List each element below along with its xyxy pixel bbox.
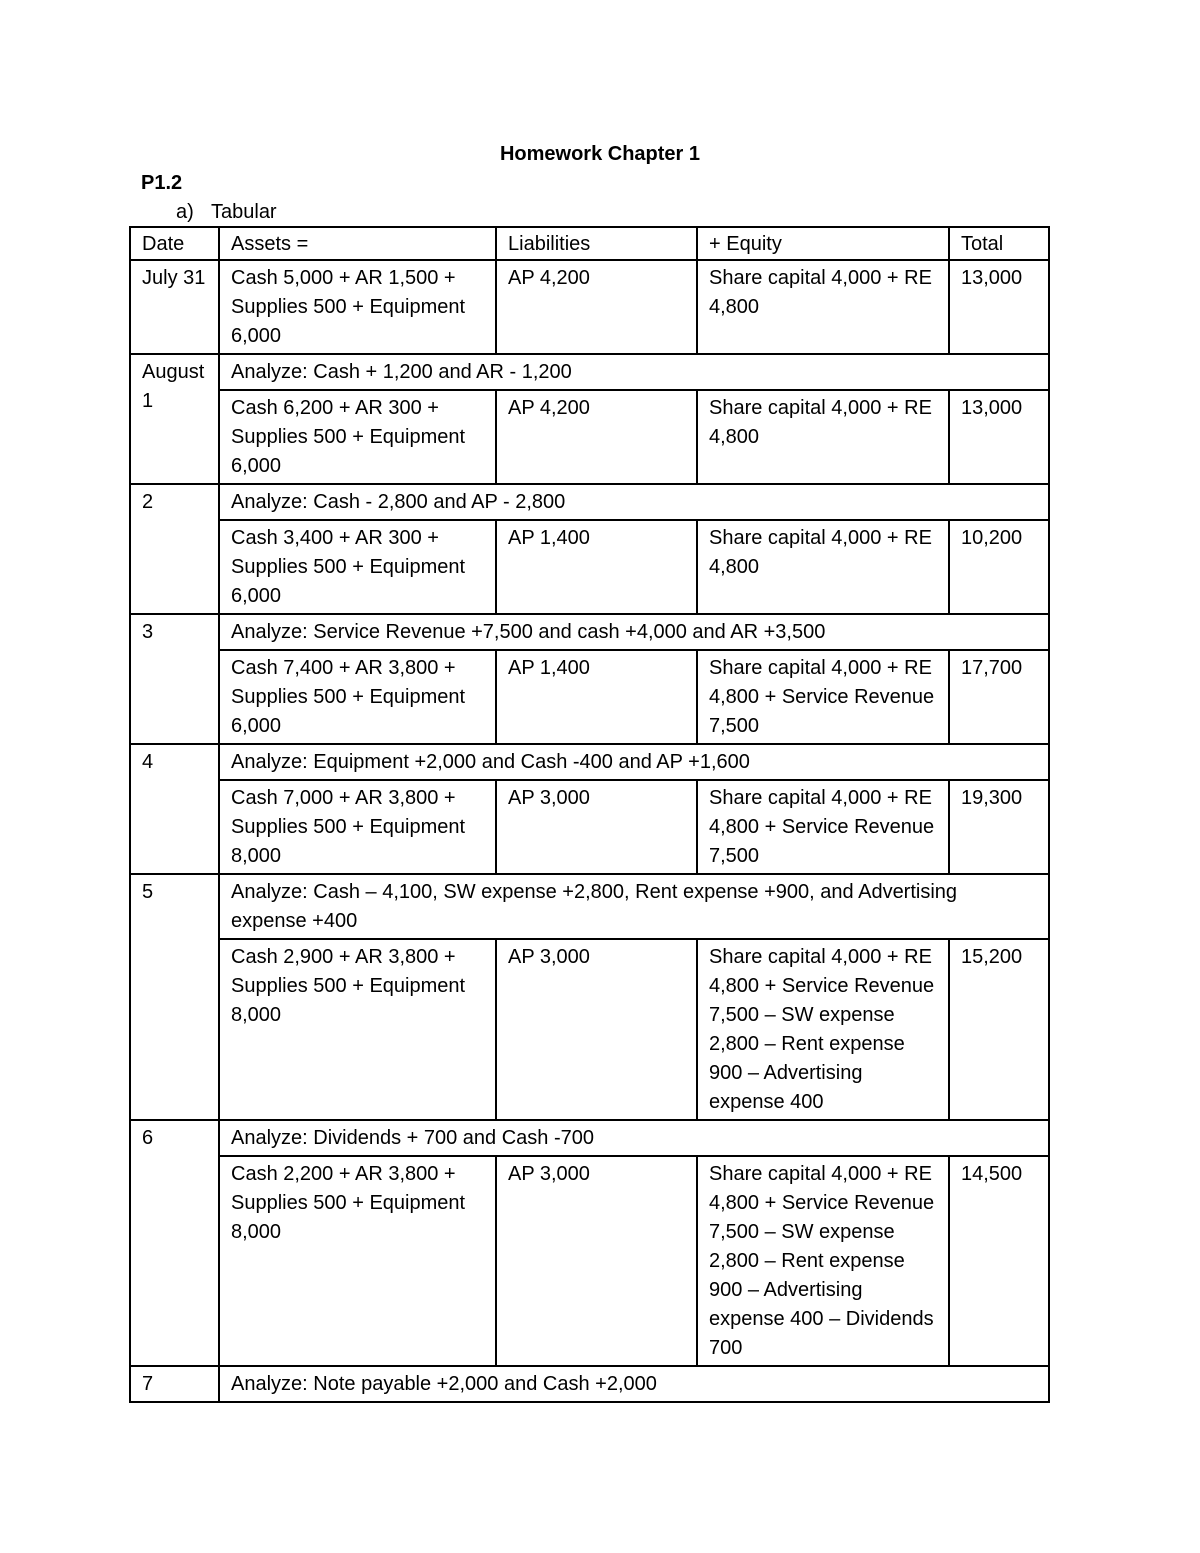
assets-cell: Cash 2,200 + AR 3,800 + Supplies 500 + Equipment 8,000 <box>219 1156 496 1366</box>
part-label: Tabular <box>211 201 277 223</box>
date-cell: 4 <box>130 744 219 874</box>
equity-cell: Share capital 4,000 + RE 4,800 <box>697 390 949 484</box>
date-cell: 5 <box>130 874 219 1120</box>
header-total: Total <box>949 227 1049 260</box>
date-cell: July 31 <box>130 260 219 354</box>
part-heading <box>176 201 277 224</box>
total-cell: 13,000 <box>949 390 1049 484</box>
header-equity: + Equity <box>697 227 949 260</box>
equity-cell: Share capital 4,000 + RE 4,800 + Service Revenue 7,500 – SW expense 2,800 – Rent expense 900 – Advertising expense 400 – Dividends 700 <box>697 1156 949 1366</box>
analyze-cell: Analyze: Dividends + 700 and Cash -700 <box>219 1120 1049 1156</box>
header-liabilities: Liabilities <box>496 227 697 260</box>
assets-cell: Cash 6,200 + AR 300 + Supplies 500 + Equipment 6,000 <box>219 390 496 484</box>
liabilities-cell: AP 3,000 <box>496 1156 697 1366</box>
date-cell: 7 <box>130 1366 219 1402</box>
header-assets: Assets = <box>219 227 496 260</box>
total-cell: 17,700 <box>949 650 1049 744</box>
analyze-cell: Analyze: Equipment +2,000 and Cash -400 and AP +1,600 <box>219 744 1049 780</box>
analyze-row <box>130 1366 1049 1402</box>
liabilities-cell: AP 3,000 <box>496 780 697 874</box>
total-cell: 14,500 <box>949 1156 1049 1366</box>
problem-number: P1.2 <box>141 172 183 194</box>
analyze-row <box>130 1120 1049 1156</box>
table-row <box>130 390 1049 484</box>
table-header-row <box>130 227 1049 260</box>
total-cell: 19,300 <box>949 780 1049 874</box>
liabilities-cell: AP 4,200 <box>496 390 697 484</box>
analyze-row <box>130 484 1049 520</box>
part-marker: a) <box>176 201 194 223</box>
assets-cell: Cash 2,900 + AR 3,800 + Supplies 500 + Equipment 8,000 <box>219 939 496 1120</box>
equity-cell: Share capital 4,000 + RE 4,800 <box>697 520 949 614</box>
equity-cell: Share capital 4,000 + RE 4,800 <box>697 260 949 354</box>
date-cell: 6 <box>130 1120 219 1366</box>
analyze-cell: Analyze: Note payable +2,000 and Cash +2,000 <box>219 1366 1049 1402</box>
table-row <box>130 1156 1049 1366</box>
total-cell: 13,000 <box>949 260 1049 354</box>
date-cell: 3 <box>130 614 219 744</box>
analyze-cell: Analyze: Service Revenue +7,500 and cash +4,000 and AR +3,500 <box>219 614 1049 650</box>
analyze-cell: Analyze: Cash – 4,100, SW expense +2,800, Rent expense +900, and Advertising expense +400 <box>219 874 1049 939</box>
date-cell: August 1 <box>130 354 219 484</box>
table-row <box>130 939 1049 1120</box>
equity-cell: Share capital 4,000 + RE 4,800 + Service Revenue 7,500 <box>697 650 949 744</box>
liabilities-cell: AP 3,000 <box>496 939 697 1120</box>
equity-cell: Share capital 4,000 + RE 4,800 + Service Revenue 7,500 – SW expense 2,800 – Rent expense 900 – Advertising expense 400 <box>697 939 949 1120</box>
analyze-cell: Analyze: Cash + 1,200 and AR - 1,200 <box>219 354 1049 390</box>
assets-cell: Cash 7,400 + AR 3,800 + Supplies 500 + Equipment 6,000 <box>219 650 496 744</box>
table-row-july <box>130 260 1049 354</box>
analyze-row <box>130 354 1049 390</box>
assets-cell: Cash 7,000 + AR 3,800 + Supplies 500 + Equipment 8,000 <box>219 780 496 874</box>
total-cell: 10,200 <box>949 520 1049 614</box>
liabilities-cell: AP 4,200 <box>496 260 697 354</box>
assets-cell: Cash 3,400 + AR 300 + Supplies 500 + Equipment 6,000 <box>219 520 496 614</box>
table-row <box>130 520 1049 614</box>
tabular-analysis-table <box>129 226 1050 1403</box>
liabilities-cell: AP 1,400 <box>496 650 697 744</box>
table-row <box>130 650 1049 744</box>
analyze-row <box>130 614 1049 650</box>
analyze-row <box>130 874 1049 939</box>
equity-cell: Share capital 4,000 + RE 4,800 + Service Revenue 7,500 <box>697 780 949 874</box>
table-row <box>130 780 1049 874</box>
assets-cell: Cash 5,000 + AR 1,500 + Supplies 500 + Equipment 6,000 <box>219 260 496 354</box>
liabilities-cell: AP 1,400 <box>496 520 697 614</box>
total-cell: 15,200 <box>949 939 1049 1120</box>
analyze-cell: Analyze: Cash - 2,800 and AP - 2,800 <box>219 484 1049 520</box>
analyze-row <box>130 744 1049 780</box>
date-cell: 2 <box>130 484 219 614</box>
header-date: Date <box>130 227 219 260</box>
document-title: Homework Chapter 1 <box>499 143 701 165</box>
